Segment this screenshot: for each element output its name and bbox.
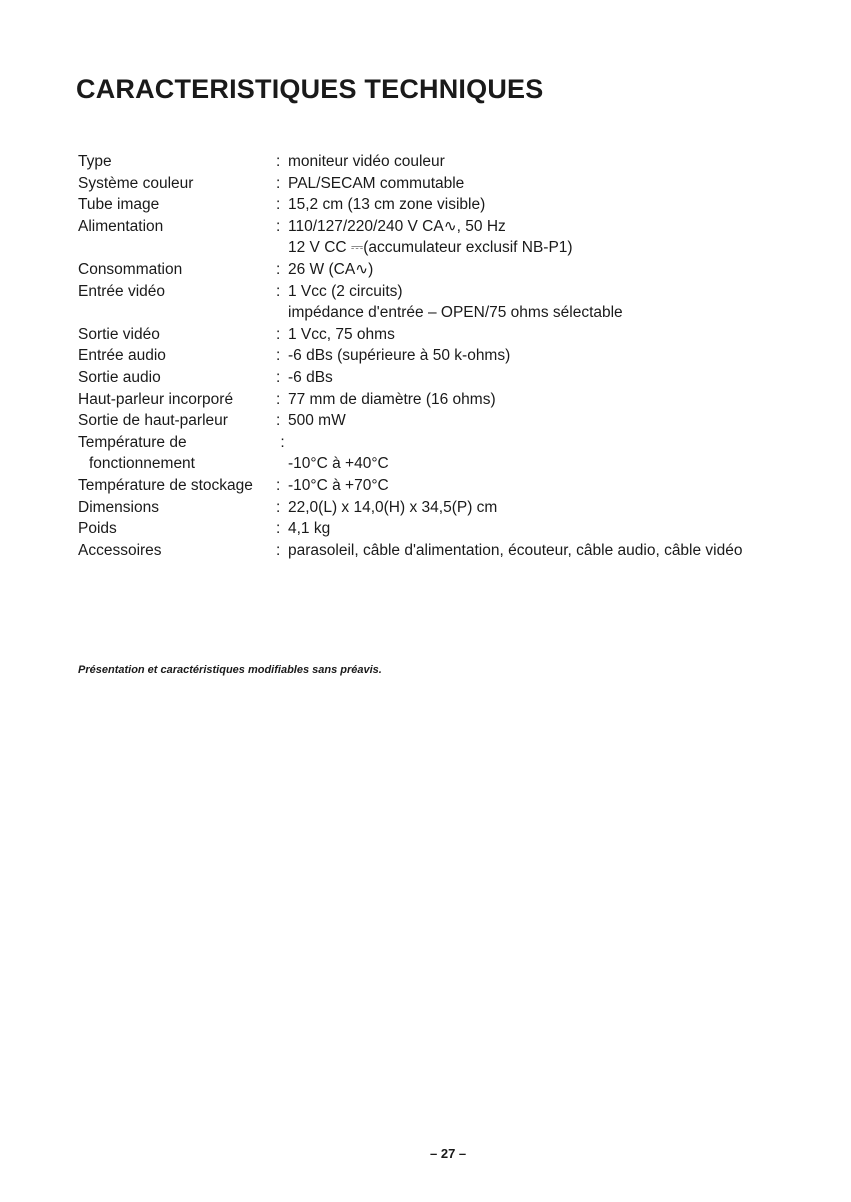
spec-label-operating-temperature: Température de fonctionnement xyxy=(78,433,195,473)
spec-label-dimensions: Dimensions xyxy=(78,498,159,516)
spec-value-picture-tube: 15,2 cm (13 cm zone visible) xyxy=(288,196,486,214)
spec-row-weight xyxy=(78,518,778,540)
spec-value-consumption: 26 W (CA∿) xyxy=(288,260,374,278)
spec-label-color-system: Système couleur xyxy=(78,174,194,192)
spec-value-storage-temperature: -10°C à +70°C xyxy=(288,476,389,494)
spec-separator: : xyxy=(276,498,281,516)
spec-separator: : xyxy=(276,476,281,494)
spec-row-consumption xyxy=(78,259,778,281)
spec-value-speaker-output: 500 mW xyxy=(288,412,346,430)
spec-separator: : xyxy=(276,260,281,278)
spec-separator: : xyxy=(280,433,285,451)
page-number: – 27 – xyxy=(430,1146,467,1161)
spec-label-audio-input: Entrée audio xyxy=(78,347,166,365)
spec-row-audio-input xyxy=(78,345,778,367)
spec-separator: : xyxy=(276,541,281,559)
spec-row-picture-tube xyxy=(78,194,778,216)
spec-row-speaker-output xyxy=(78,410,778,432)
spec-label-built-in-speaker: Haut-parleur incorporé xyxy=(78,390,234,408)
spec-row-dimensions xyxy=(78,497,778,519)
spec-row-operating-temperature xyxy=(78,432,778,475)
spec-label-accessories: Accessoires xyxy=(78,541,162,559)
spec-row-storage-temperature xyxy=(78,475,778,497)
spec-label-picture-tube: Tube image xyxy=(78,196,160,214)
spec-row-audio-output xyxy=(78,367,778,389)
spec-value-weight: 4,1 kg xyxy=(288,520,331,538)
spec-list xyxy=(78,151,778,561)
spec-label-weight: Poids xyxy=(78,520,117,538)
spec-separator: : xyxy=(276,325,281,343)
spec-label-audio-output: Sortie audio xyxy=(78,368,161,386)
spec-label-speaker-output: Sortie de haut-parleur xyxy=(78,412,228,430)
spec-row-accessories xyxy=(78,540,778,562)
spec-separator: : xyxy=(276,412,281,430)
spec-value-power-supply: 110/127/220/240 V CA∿, 50 Hz 12 V CC ⎓(accumulateur exclusif NB-P1) xyxy=(288,217,573,257)
spec-value-dimensions: 22,0(L) x 14,0(H) x 34,5(P) cm xyxy=(288,498,498,516)
spec-label-type: Type xyxy=(78,153,112,170)
disclaimer-note: Présentation et caractéristiques modifiables sans préavis. xyxy=(78,664,382,676)
spec-label-power-supply: Alimentation xyxy=(78,217,164,235)
spec-row-video-input xyxy=(78,281,778,324)
spec-value-audio-output: -6 dBs xyxy=(288,368,333,386)
spec-value-audio-input: -6 dBs (supérieure à 50 k-ohms) xyxy=(288,347,511,365)
spec-row-color-system xyxy=(78,173,778,195)
spec-separator: : xyxy=(276,282,281,300)
spec-separator: : xyxy=(276,196,281,214)
spec-row-power-supply xyxy=(78,216,778,259)
spec-separator: : xyxy=(276,390,281,408)
spec-separator: : xyxy=(276,217,281,235)
spec-value-built-in-speaker: 77 mm de diamètre (16 ohms) xyxy=(288,390,496,408)
spec-value-operating-temperature: -10°C à +40°C xyxy=(288,455,389,473)
spec-row-video-output xyxy=(78,324,778,346)
spec-value-video-input: 1 Vcc (2 circuits) impédance d'entrée – OPEN/75 ohms sélectable xyxy=(288,282,623,322)
page-title: CARACTERISTIQUES TECHNIQUES xyxy=(76,74,544,104)
spec-row-type xyxy=(78,151,778,173)
spec-separator: : xyxy=(276,520,281,538)
spec-separator: : xyxy=(276,347,281,365)
spec-row-built-in-speaker xyxy=(78,389,778,411)
spec-label-storage-temperature: Température de stockage xyxy=(78,476,253,494)
spec-value-color-system: PAL/SECAM commutable xyxy=(288,174,465,192)
spec-separator: : xyxy=(276,153,281,170)
spec-separator: : xyxy=(276,174,281,192)
spec-separator: : xyxy=(276,368,281,386)
spec-label-video-input: Entrée vidéo xyxy=(78,282,166,300)
spec-value-type: moniteur vidéo couleur xyxy=(288,153,445,170)
spec-label-consumption: Consommation xyxy=(78,260,183,278)
spec-value-video-output: 1 Vcc, 75 ohms xyxy=(288,325,395,343)
spec-value-accessories: parasoleil, câble d'alimentation, écouteur, câble audio, câble vidéo xyxy=(288,541,743,559)
spec-label-video-output: Sortie vidéo xyxy=(78,325,160,343)
